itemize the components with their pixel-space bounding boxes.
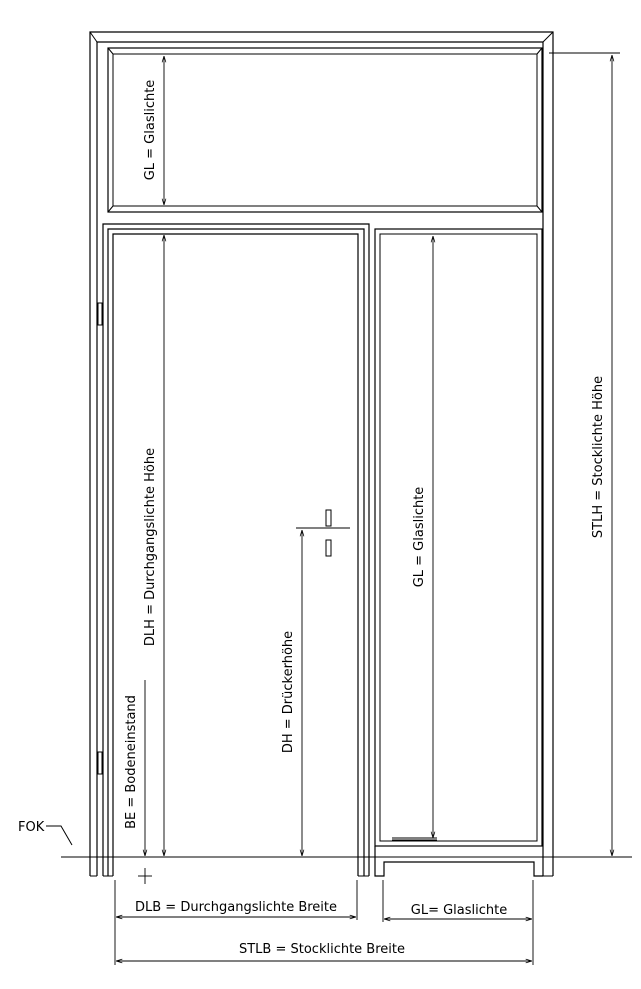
be-label: BE = Bodeneinstand — [124, 695, 139, 829]
door-handle — [326, 510, 331, 556]
gl-top-label: GL = Glaslichte — [143, 79, 158, 181]
upper-hinge — [98, 303, 102, 325]
fok-leader — [46, 826, 72, 845]
dh-label: DH = Drückerhöhe — [281, 630, 296, 754]
gl-side-label: GL = Glaslichte — [412, 486, 427, 588]
stlb-label: STLB = Stocklichte Breite — [238, 942, 406, 957]
side-glass-panel — [375, 229, 542, 846]
side-panel-base — [375, 846, 543, 876]
stlh-label: STLH = Stocklichte Höhe — [591, 375, 606, 539]
fok-label: FOK — [18, 820, 45, 835]
outer-frame — [90, 32, 553, 876]
gl-bottom-label: GL= Glaslichte — [410, 903, 508, 918]
dlh-label: DLH = Durchgangslichte Höhe — [143, 447, 158, 647]
dlb-label: DLB = Durchgangslichte Breite — [134, 900, 338, 915]
transom-panel — [108, 48, 542, 212]
lower-hinge — [98, 752, 102, 774]
